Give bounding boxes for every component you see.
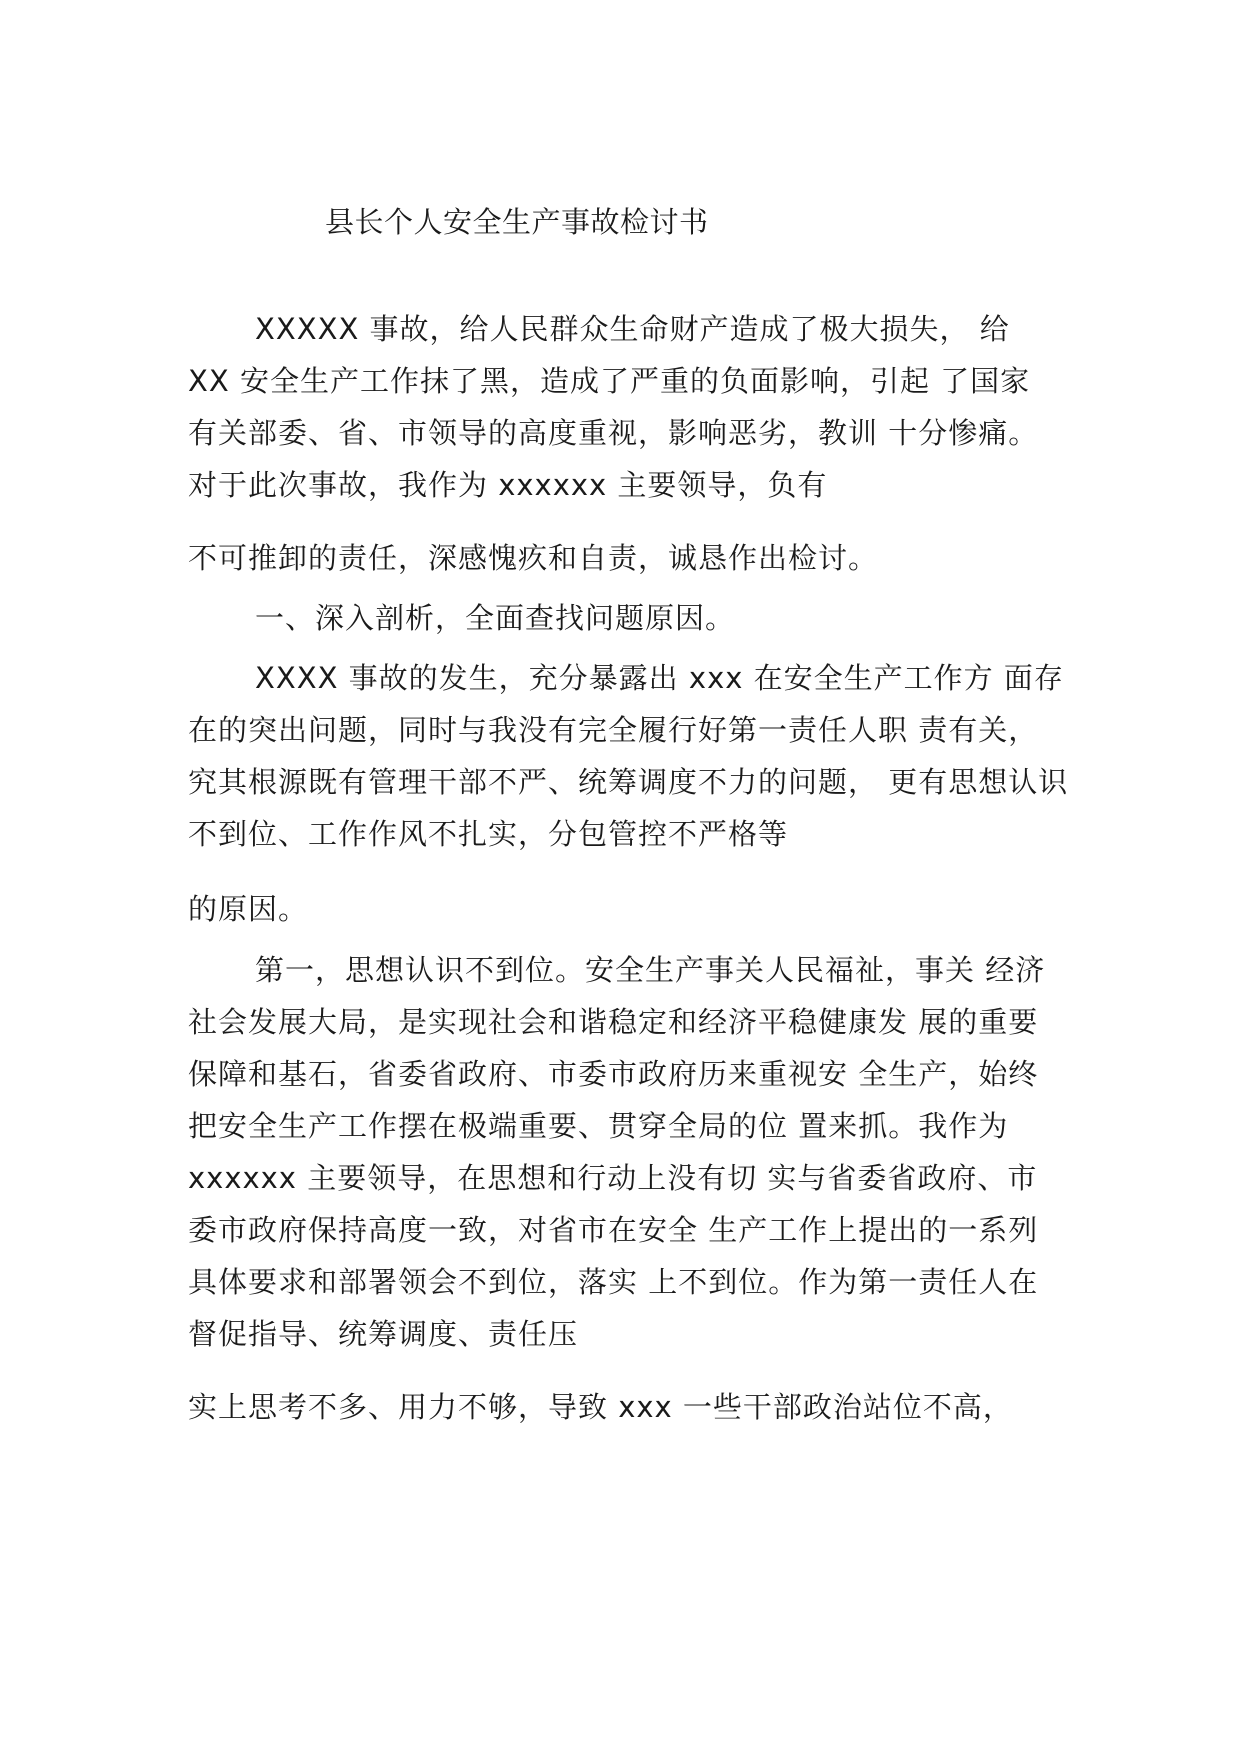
paragraph-line: 的原因。 xyxy=(188,892,309,926)
paragraph-line: 不可推卸的责任，深感愧疚和自责，诚恳作出检讨。 xyxy=(188,541,879,575)
paragraph-line: 在的突出问题，同时与我没有完全履行好第一责任人职 责有关， xyxy=(188,713,1039,747)
paragraph-line: XXXXX 事故，给人民群众生命财产造成了极大损失， 给 xyxy=(255,312,1010,346)
paragraph-line: xxxxxx 主要领导，在思想和行动上没有切 实与省委省政府、市 xyxy=(188,1161,1038,1195)
section-heading: 一、深入剖析，全面查找问题原因。 xyxy=(255,601,736,635)
paragraph-line: 具体要求和部署领会不到位，落实 上不到位。作为第一责任人在 xyxy=(188,1265,1039,1299)
paragraph-line: 对于此次事故，我作为 xxxxxx 主要领导，负有 xyxy=(188,468,828,502)
paragraph-line: 社会发展大局，是实现社会和谐稳定和经济平稳健康发 展的重要 xyxy=(188,1005,1039,1039)
paragraph-line: XXXX 事故的发生，充分暴露出 xxx 在安全生产工作方 面存 xyxy=(255,661,1064,695)
paragraph-line: 把安全生产工作摆在极端重要、贯穿全局的位 置来抓。我作为 xyxy=(188,1109,1009,1143)
paragraph-line: 实上思考不多、用力不够，导致 xxx 一些干部政治站位不高， xyxy=(188,1390,1013,1424)
document-title: 县长个人安全生产事故检讨书 xyxy=(325,205,709,239)
paragraph-line: 督促指导、统筹调度、责任压 xyxy=(188,1317,579,1351)
paragraph-line: 第一，思想认识不到位。安全生产事关人民福祉，事关 经济 xyxy=(255,953,1046,987)
paragraph-line: 究其根源既有管理干部不严、统筹调度不力的问题， 更有思想认识 xyxy=(188,765,1069,799)
paragraph-line: 委市政府保持高度一致，对省市在安全 生产工作上提出的一系列 xyxy=(188,1213,1039,1247)
paragraph-line: 保障和基石，省委省政府、市委市政府历来重视安 全生产，始终 xyxy=(188,1057,1039,1091)
paragraph-line: XX 安全生产工作抹了黑，造成了严重的负面影响，引起 了国家 xyxy=(188,364,1031,398)
paragraph-line: 有关部委、省、市领导的高度重视，影响恶劣，教训 十分惨痛。 xyxy=(188,416,1039,450)
paragraph-line: 不到位、工作作风不扎实，分包管控不严格等 xyxy=(188,817,789,851)
